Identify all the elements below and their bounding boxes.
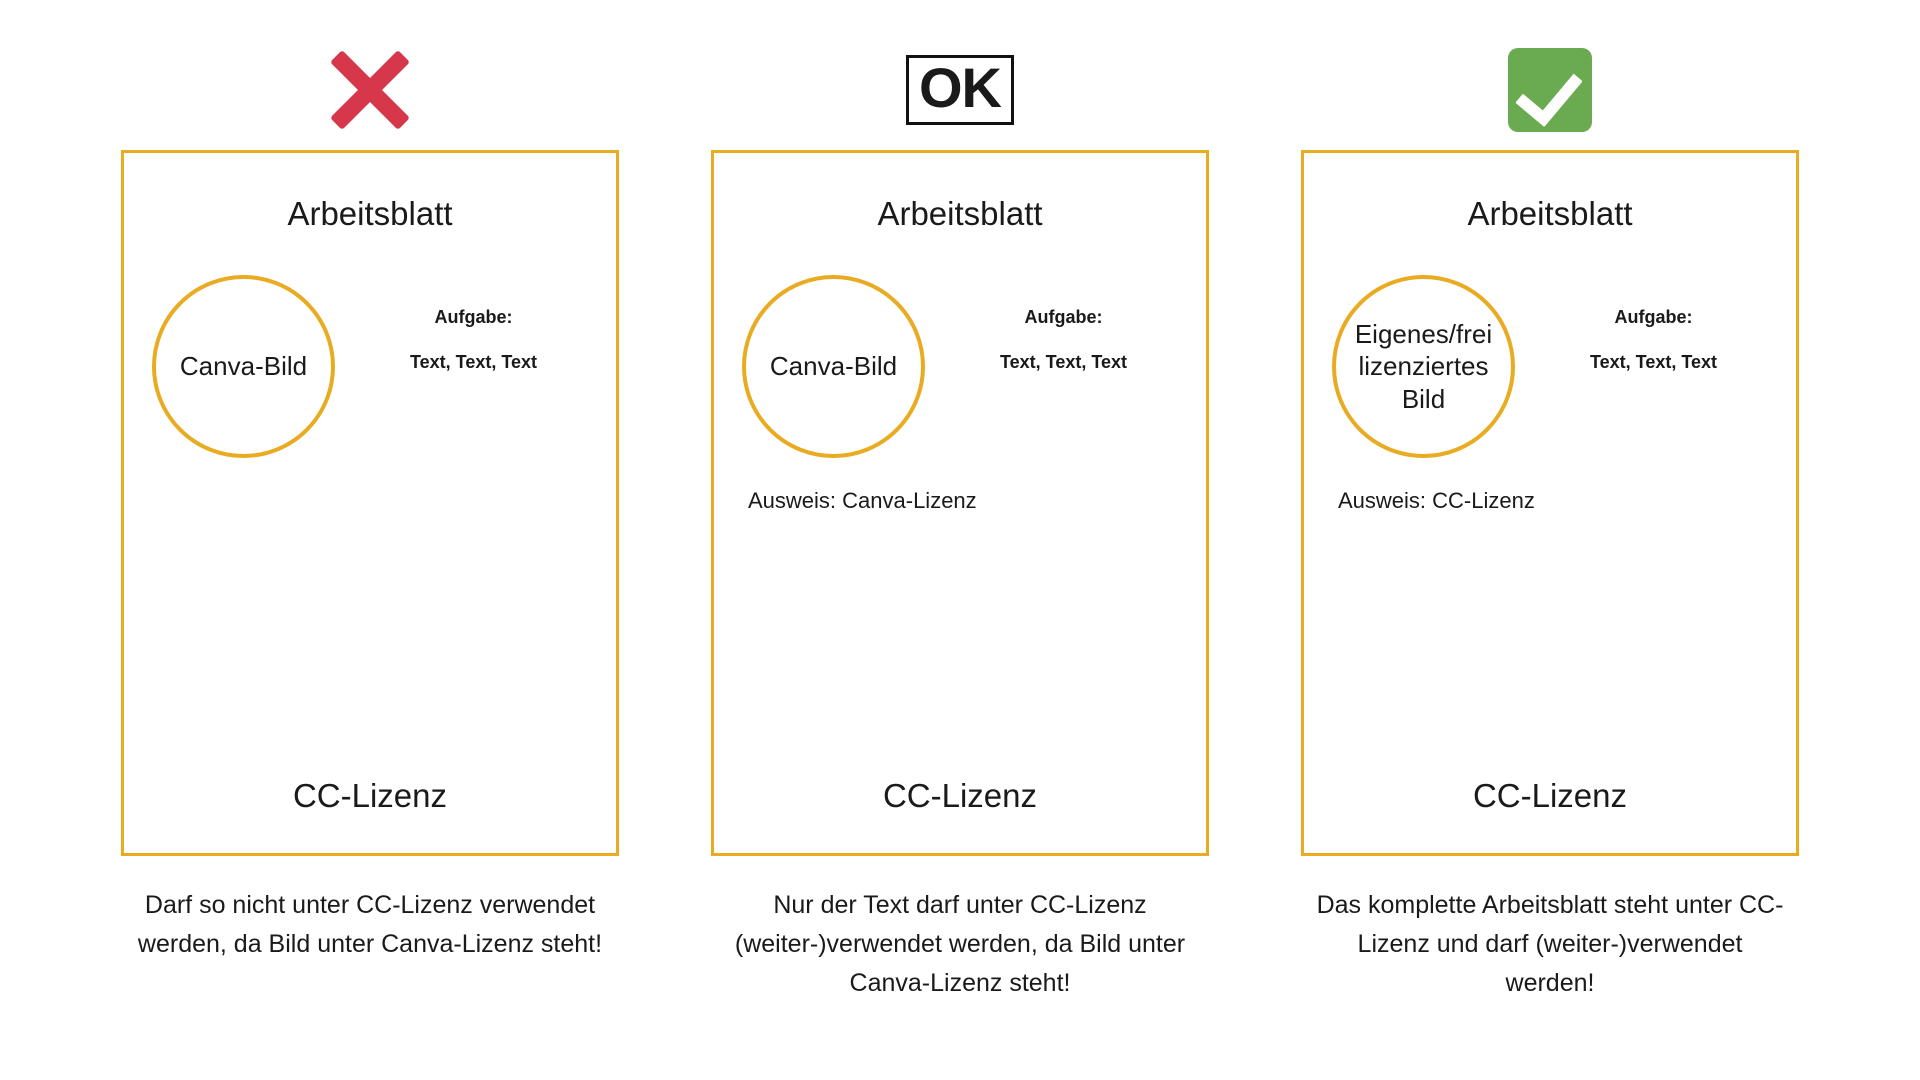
- checkmark-icon: [1508, 48, 1592, 132]
- task-block: [1561, 307, 1746, 373]
- caption-text: Nur der Text darf unter CC-Lizenz (weiter-)verwendet werden, da Bild unter Canva-Lizenz steht!: [734, 891, 1186, 997]
- task-label: Aufgabe:: [1024, 307, 1103, 327]
- sheet-title: Arbeitsblatt: [287, 195, 453, 232]
- case-column-partially-allowed: [710, 30, 1210, 1002]
- ok-box-icon: OK: [906, 55, 1014, 125]
- worksheet-sheet: [1301, 150, 1799, 856]
- case-column-allowed: [1300, 30, 1800, 1002]
- image-placeholder-circle: Canva-Bild: [742, 275, 925, 458]
- status-area: [1508, 30, 1592, 150]
- sheet-body: [714, 275, 1206, 458]
- caption-text: Das komplette Arbeitsblatt steht unter CC-Lizenz und darf (weiter-)verwendet werden!: [1316, 891, 1784, 997]
- task-text: Text, Text, Text: [1589, 352, 1718, 372]
- license-note: [124, 488, 616, 514]
- sheet-body: [1304, 275, 1796, 458]
- license-note: Ausweis: CC-Lizenz: [1338, 488, 1535, 513]
- sheet-title: Arbeitsblatt: [877, 195, 1043, 232]
- task-text: Text, Text, Text: [999, 352, 1128, 372]
- sheet-footer-license: CC-Lizenz: [292, 777, 448, 814]
- task-text: Text, Text, Text: [409, 352, 538, 372]
- worksheet-sheet: [711, 150, 1209, 856]
- task-label: Aufgabe:: [1614, 307, 1693, 327]
- license-note: Ausweis: Canva-Lizenz: [748, 488, 977, 513]
- case-column-not-allowed: [120, 30, 620, 964]
- worksheet-sheet: [121, 150, 619, 856]
- status-area: [906, 30, 1014, 150]
- task-label: Aufgabe:: [434, 307, 513, 327]
- image-placeholder-circle: Canva-Bild: [152, 275, 335, 458]
- task-block: [971, 307, 1156, 373]
- sheet-footer-license: CC-Lizenz: [1472, 777, 1628, 814]
- image-placeholder-circle: Eigenes/frei lizenziertes Bild: [1332, 275, 1515, 458]
- status-area: [324, 30, 416, 150]
- cross-icon: [324, 44, 416, 136]
- task-block: [381, 307, 566, 373]
- sheet-footer-license: CC-Lizenz: [882, 777, 1038, 814]
- sheet-body: [124, 275, 616, 458]
- caption-text: Darf so nicht unter CC-Lizenz verwendet werden, da Bild unter Canva-Lizenz steht!: [137, 891, 603, 958]
- sheet-title: Arbeitsblatt: [1467, 195, 1633, 232]
